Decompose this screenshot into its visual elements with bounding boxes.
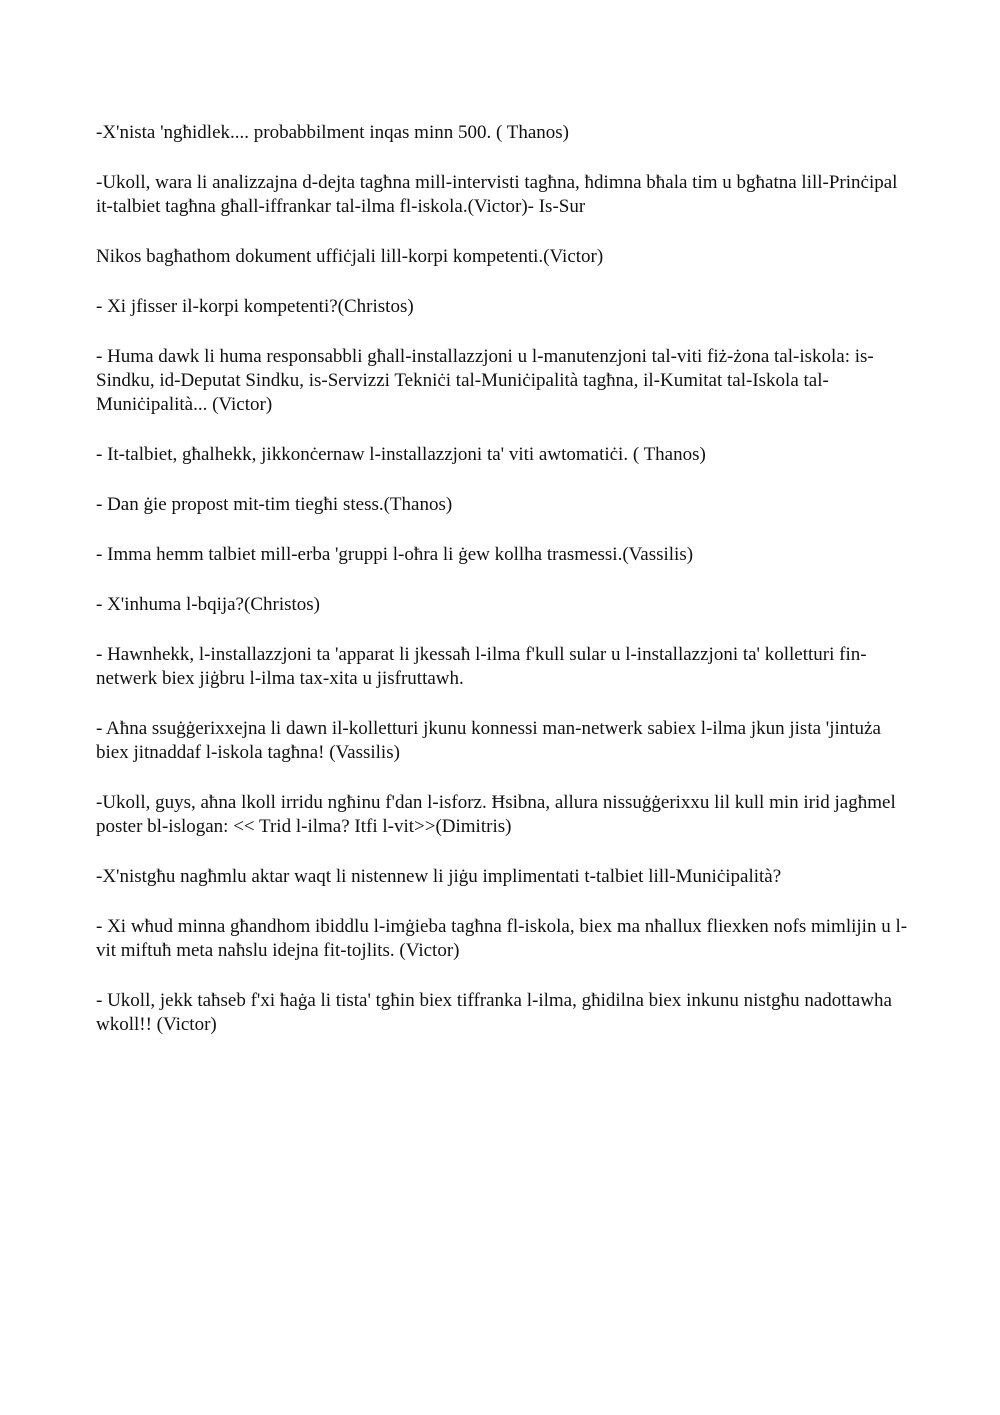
dialogue-paragraph: -X'nistgħu nagħmlu aktar waqt li nistennew li jiġu implimentati t-talbiet lill-Muniċipalità? (96, 866, 782, 887)
dialogue-paragraph: - It-talbiet, għalhekk, jikkonċernaw l-installazzjoni ta' viti awtomatiċi. ( Thanos) (96, 444, 706, 465)
dialogue-paragraph: - Dan ġie propost mit-tim tiegħi stess.(Thanos) (96, 494, 453, 515)
dialogue-paragraph: -Ukoll, wara li analizzajna d-dejta tagħna mill-intervisti tagħna, ħdimna bħala tim u bgħatna lill-Prinċipal it-talbiet tagħna għall-iffrankar tal-ilma fl-iskola.(Victor)- Is-Sur (96, 172, 898, 217)
dialogue-paragraph: -Ukoll, guys, aħna lkoll irridu ngħinu f'dan l-isforz. Ħsibna, allura nissuġġerixxu lil kull min irid jagħmel poster bl-islogan: << Trid l-ilma? Itfi l-vit>>(Dimitris) (96, 792, 896, 837)
dialogue-paragraph: - Ukoll, jekk taħseb f'xi ħaġa li tista' tgħin biex tiffranka l-ilma, għidilna biex inkunu nistgħu nadottawha wkoll!! (Victor) (96, 990, 892, 1035)
dialogue-paragraph: - X'inhuma l-bqija?(Christos) (96, 594, 320, 615)
dialogue-paragraph: Nikos bagħathom dokument uffiċjali lill-korpi kompetenti.(Victor) (96, 246, 604, 267)
dialogue-paragraph: -X'nista 'ngħidlek.... probabbilment inqas minn 500. ( Thanos) (96, 122, 569, 143)
dialogue-paragraph: - Xi wħud minna għandhom ibiddlu l-imġieba tagħna fl-iskola, biex ma nħallux fliexken nofs mimlijin u l-vit miftuħ meta naħslu idejna fit-tojlits. (Victor) (96, 916, 908, 961)
dialogue-paragraph: - Huma dawk li huma responsabbli għall-installazzjoni u l-manutenzjoni tal-viti fiż-żona tal-iskola: is-Sindku, id-Deputat Sindku, is-Servizzi Tekniċi tal-Muniċipalità tagħna, il-Kumitat tal-Iskola tal-Muniċipalità... (Victor) (96, 346, 874, 415)
dialogue-paragraph: - Hawnhekk, l-installazzjoni ta 'apparat li jkessaħ l-ilma f'kull sular u l-installazzjoni ta' kolletturi fin-netwerk biex jiġbru l-ilma tax-xita u jisfruttawh. (96, 644, 867, 689)
document-body (96, 121, 908, 1063)
dialogue-paragraph: - Aħna ssuġġerixxejna li dawn il-kolletturi jkunu konnessi man-netwerk sabiex l-ilma jkun jista 'jintuża biex jitnaddaf l-iskola tagħna! (Vassilis) (96, 718, 881, 763)
dialogue-paragraph: - Xi jfisser il-korpi kompetenti?(Christos) (96, 296, 414, 317)
dialogue-paragraph: - Imma hemm talbiet mill-erba 'gruppi l-oħra li ġew kollha trasmessi.(Vassilis) (96, 544, 694, 565)
